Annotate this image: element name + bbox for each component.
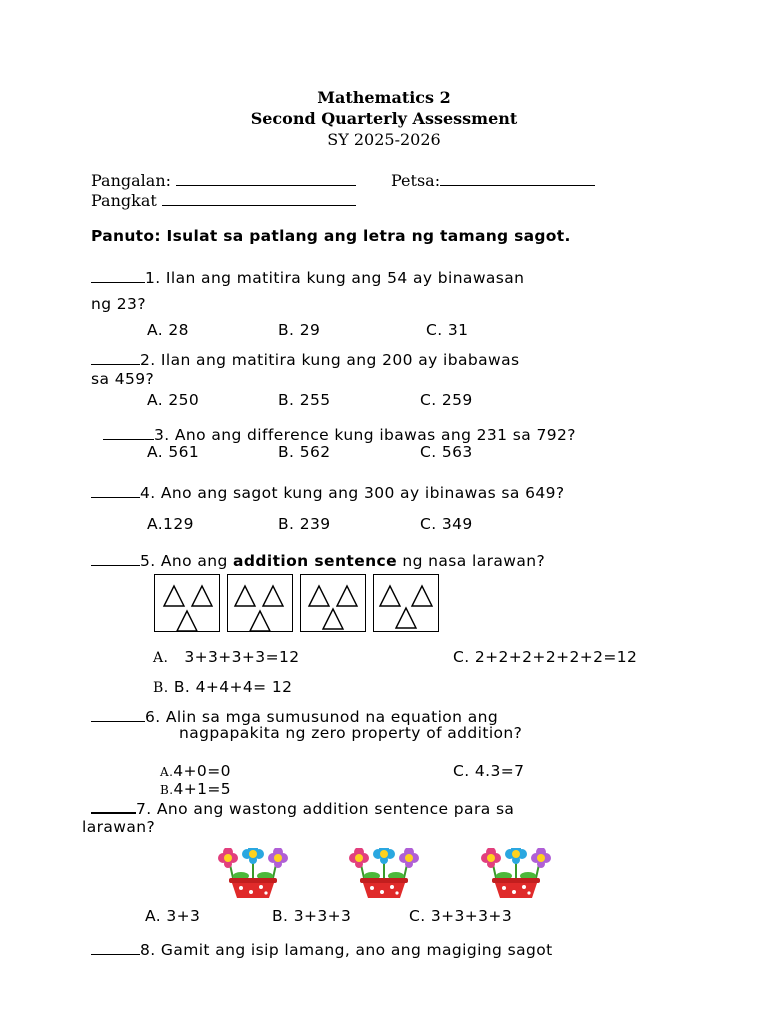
question-number: 2.: [140, 351, 156, 369]
option-1b: B. 29: [278, 321, 321, 339]
triangle-group-box: [300, 574, 366, 632]
option-text: B. 4+4+4= 12: [173, 678, 293, 696]
question-number: 7.: [136, 800, 152, 818]
answer-blank-8[interactable]: [91, 940, 140, 955]
flower-pot-image: [334, 848, 434, 904]
question-text: Ilan ang matitira kung ang 200 ay ibabawas: [160, 351, 520, 369]
answer-blank-2[interactable]: [91, 350, 140, 365]
triangle-group-box: [154, 574, 220, 632]
question-1: [91, 268, 524, 287]
name-label: Pangalan:: [91, 171, 172, 190]
option-2b: B. 255: [278, 391, 331, 409]
question-6-cont: nagpapakita ng zero property of addition?: [179, 724, 523, 742]
option-7c: C. 3+3+3+3: [409, 907, 513, 925]
option-letter: A.: [160, 765, 174, 779]
section-label: Pangkat: [91, 191, 157, 210]
question-number: 8.: [140, 941, 156, 959]
option-2a: A. 250: [147, 391, 200, 409]
option-text: 3+3+3+3=12: [184, 648, 300, 666]
triangles-icon: [228, 575, 294, 633]
date-blank[interactable]: [440, 171, 595, 186]
question-8: [91, 940, 553, 959]
answer-blank-1[interactable]: [91, 268, 145, 283]
question-3: [103, 425, 576, 444]
option-4c: C. 349: [420, 515, 473, 533]
question-text: Ano ang sagot kung ang 300 ay ibinawas sa 649?: [160, 484, 565, 502]
flower-pot-icon: [466, 848, 566, 900]
option-6b: [160, 780, 231, 798]
question-2: [91, 350, 519, 369]
answer-blank-4[interactable]: [91, 483, 140, 498]
answer-blank-5[interactable]: [91, 551, 140, 566]
triangles-icon: [301, 575, 367, 633]
date-label: Petsa:: [391, 171, 441, 190]
question-number: 1.: [145, 269, 161, 287]
name-blank[interactable]: [176, 171, 356, 186]
answer-blank-6[interactable]: [91, 707, 145, 722]
triangle-group-box: [227, 574, 293, 632]
question-number: 3.: [154, 426, 170, 444]
answer-blank-7[interactable]: [91, 798, 136, 814]
question-2-cont: sa 459?: [91, 370, 155, 388]
question-text: Ilan ang matitira kung ang 54 ay binawasan: [160, 269, 525, 287]
question-number: 6.: [145, 708, 161, 726]
option-7b: B. 3+3+3: [272, 907, 352, 925]
question-text: ng nasa larawan?: [397, 552, 546, 570]
name-field: [91, 171, 356, 190]
option-text: 4+0=0: [173, 762, 231, 780]
section-field: [91, 191, 356, 210]
option-6a: [160, 762, 231, 780]
triangles-icon: [155, 575, 221, 633]
question-text: Ano ang: [160, 552, 234, 570]
option-6c: C. 4.3=7: [453, 762, 525, 780]
question-text: Gamit ang isip lamang, ano ang magiging sagot: [160, 941, 553, 959]
question-4: [91, 483, 565, 502]
date-field: [391, 171, 595, 190]
flower-pot-icon: [203, 848, 303, 900]
option-2c: C. 259: [420, 391, 473, 409]
option-letter: A.: [153, 650, 169, 666]
question-number: 4.: [140, 484, 156, 502]
option-3c: C. 563: [420, 443, 473, 461]
question-bold-text: addition sentence: [233, 552, 398, 570]
option-1a: A. 28: [147, 321, 189, 339]
option-5a: [153, 648, 299, 666]
answer-blank-3[interactable]: [103, 425, 154, 440]
option-5b: [153, 678, 292, 696]
flower-pot-icon: [334, 848, 434, 900]
triangle-group-box: [373, 574, 439, 632]
option-3b: B. 562: [278, 443, 331, 461]
instructions: Panuto: Isulat sa patlang ang letra ng tamang sagot.: [91, 227, 571, 245]
test-title: Mathematics 2: [317, 88, 451, 107]
flower-pot-image: [203, 848, 303, 904]
question-text: Ano ang difference kung ibawas ang 231 sa 792?: [174, 426, 576, 444]
question-text: Ano ang wastong addition sentence para sa: [156, 800, 515, 818]
option-4b: B. 239: [278, 515, 331, 533]
option-7a: A. 3+3: [145, 907, 201, 925]
option-4a: A.129: [147, 515, 194, 533]
section-blank[interactable]: [162, 191, 356, 206]
triangles-icon: [374, 575, 440, 633]
option-letter: B.: [153, 680, 169, 696]
flower-pot-image: [466, 848, 566, 904]
school-year: SY 2025-2026: [327, 130, 441, 149]
option-3a: A. 561: [147, 443, 200, 461]
option-5c: C. 2+2+2+2+2+2=12: [453, 648, 638, 666]
question-7-cont: larawan?: [82, 818, 156, 836]
test-subtitle: Second Quarterly Assessment: [250, 109, 518, 128]
question-text: Alin sa mga sumusunod na equation ang: [165, 708, 499, 726]
question-5: [91, 551, 545, 570]
question-7: [91, 798, 514, 818]
option-letter: B.: [160, 783, 174, 797]
option-1c: C. 31: [426, 321, 469, 339]
question-1-cont: ng 23?: [91, 295, 146, 313]
question-number: 5.: [140, 552, 156, 570]
option-text: 4+1=5: [173, 780, 231, 798]
